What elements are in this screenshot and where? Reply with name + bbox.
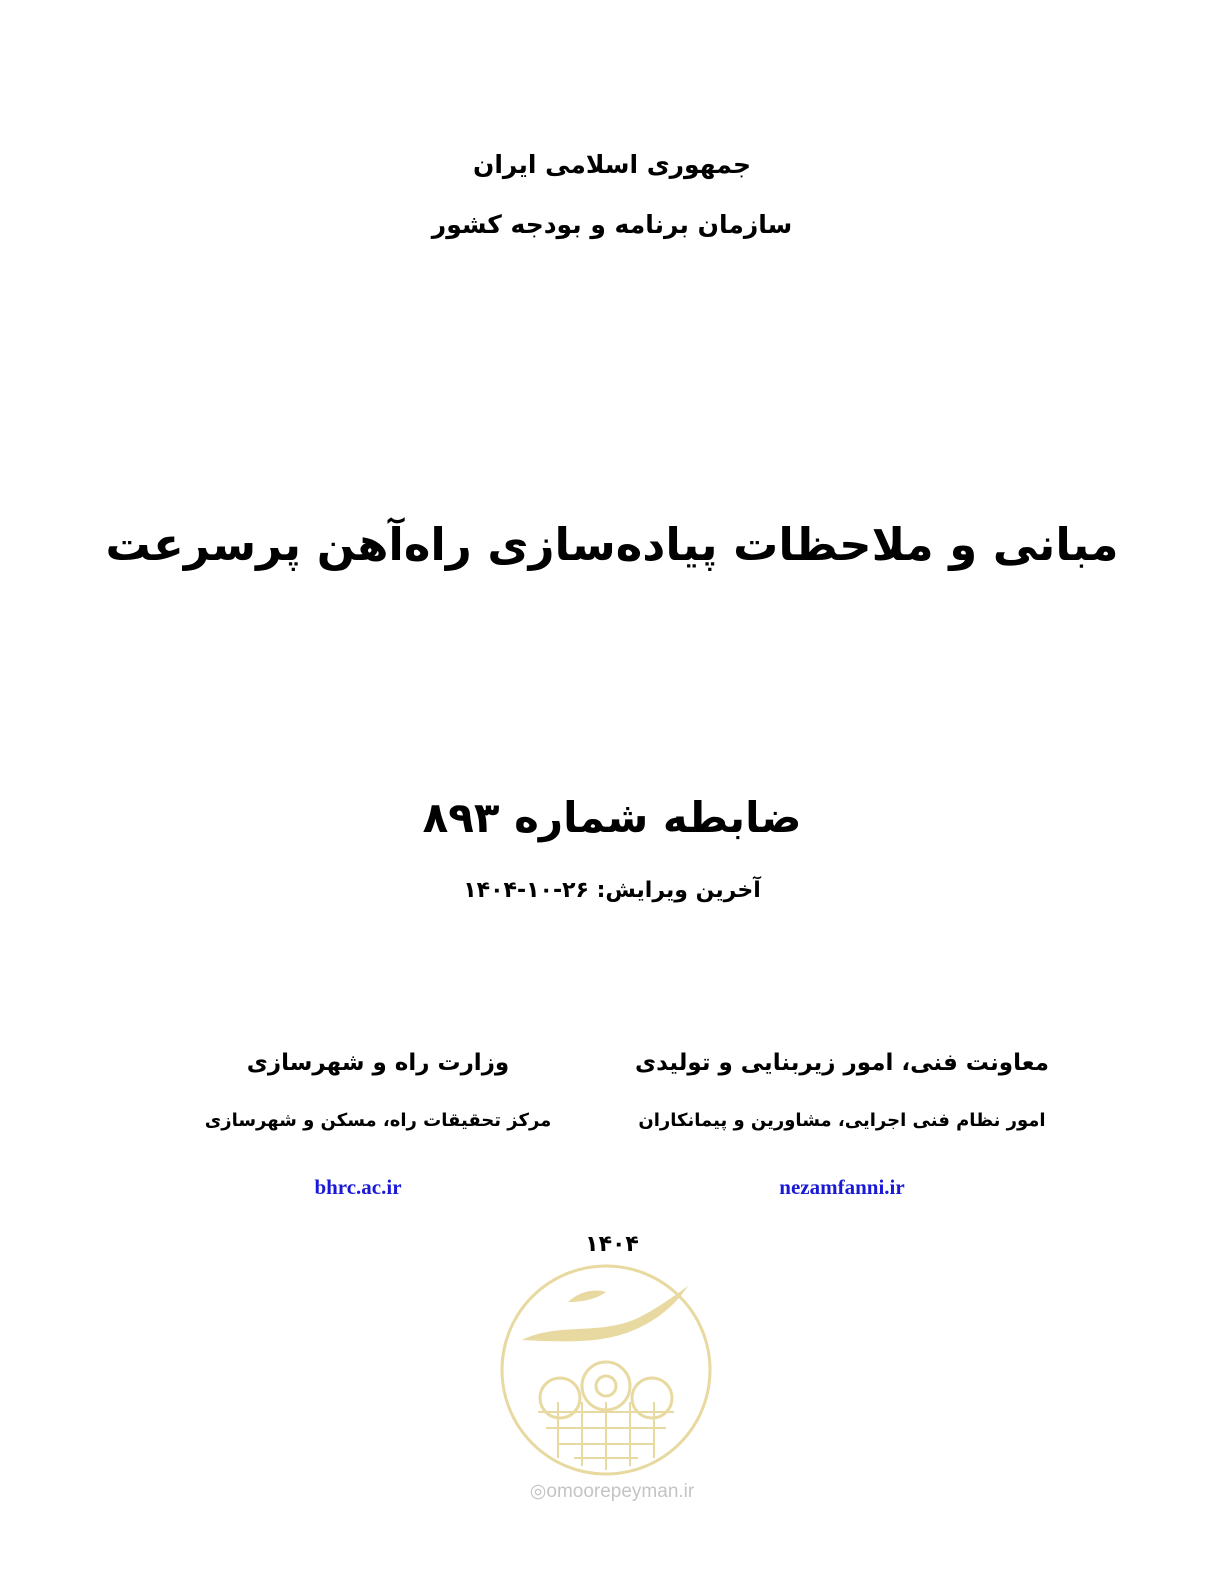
publication-year: ۱۴۰۴ [585,1232,639,1257]
document-title: مبانی و ملاحظات پیاده‌سازی راه‌آهن پرسرعت [105,518,1119,571]
deputy-subheading: امور نظام فنی اجرایی، مشاورین و پیمانکاران [638,1110,1046,1131]
ministry-heading: وزارت راه و شهرسازی [246,1050,510,1076]
country-name: جمهوری اسلامی ایران [473,150,751,179]
deputy-heading: معاونت فنی، امور زیربنایی و تولیدی [635,1050,1049,1076]
nezamfanni-link[interactable]: nezamfanni.ir [779,1175,905,1199]
watermark-logo-icon [498,1262,714,1478]
code-number: ضابطه شماره ۸۹۳ [422,793,802,842]
last-edit-date: آخرین ویرایش: ۲۶-۱۰-۱۴۰۴ [463,878,761,903]
at-icon: ◎ [529,1481,547,1502]
watermark-site-text [0,1480,1224,1503]
watermark-site: omoorepeyman.ir [546,1481,695,1502]
bhrc-link[interactable]: bhrc.ac.ir [314,1175,402,1199]
ministry-subheading: مرکز تحقیقات راه، مسکن و شهرسازی [204,1110,552,1131]
organization-name: سازمان برنامه و بودجه کشور [431,210,793,239]
